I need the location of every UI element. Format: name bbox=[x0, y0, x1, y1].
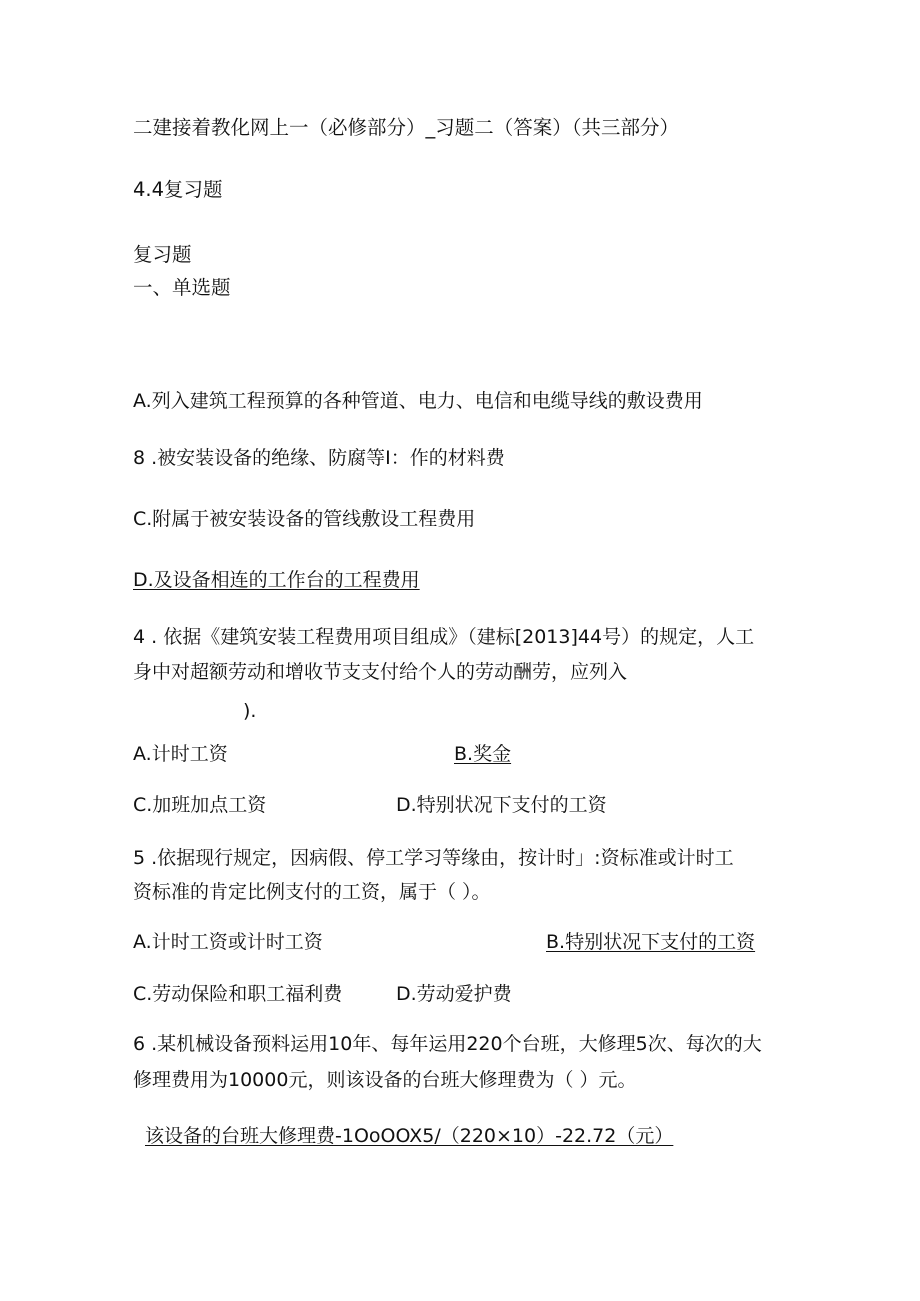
q6-answer: 该设备的台班大修理费-1OoOOX5/（220×10）-22.72（元） bbox=[145, 1125, 674, 1147]
q5-option-c: C.劳动保险和职工福利费 bbox=[133, 983, 343, 1005]
q4-text-line2: 身中对超额劳动和增收节支支付给个人的劳动酬劳，应列入 bbox=[133, 661, 628, 683]
q4-blank: ). bbox=[243, 700, 257, 722]
q5-option-a: A.计时工资或计时工资 bbox=[133, 931, 323, 953]
q5-option-d: D.劳动爱护费 bbox=[396, 983, 512, 1005]
q5-option-b-answer: B.特别状况下支付的工资 bbox=[546, 931, 756, 953]
q4-option-d: D.特别状况下支付的工资 bbox=[396, 794, 607, 816]
q4-option-b-answer: B.奖金 bbox=[454, 743, 512, 765]
q3-option-a: A.列入建筑工程预算的各种管道、电力、电信和电缆导线的敷设费用 bbox=[133, 390, 703, 412]
q6-text-line1: 6 .某机械设备预料运用10年、每年运用220个台班，大修理5次、每次的大 bbox=[133, 1033, 762, 1055]
part-heading: 一、单选题 bbox=[133, 276, 231, 299]
document-title: 二建接着教化网上一（必修部分）_习题二（答案）（共三部分） bbox=[133, 116, 680, 139]
q6-text-line2: 修理费用为10000元，则该设备的台班大修理费为（ ）元。 bbox=[133, 1069, 637, 1091]
q4-option-a: A.计时工资 bbox=[133, 743, 228, 765]
section-heading: 4.4复习题 bbox=[133, 178, 223, 201]
q3-option-b: 8 .被安装设备的绝缘、防腐等I：作的材料费 bbox=[133, 447, 505, 469]
q5-text-line1: 5 .依据现行规定，因病假、停工学习等缘由，按计时」:资标准或计时工 bbox=[133, 847, 734, 869]
q5-text-line2: 资标准的肯定比例支付的工资，属于（ ）。 bbox=[133, 881, 491, 903]
q4-text-line1: 4 . 依据《建筑安装工程费用项目组成》（建标[2013]44号）的规定，人工 bbox=[133, 626, 755, 648]
subheading: 复习题 bbox=[133, 243, 192, 266]
q4-option-c: C.加班加点工资 bbox=[133, 794, 267, 816]
q3-option-d-answer: D.及设备相连的工作台的工程费用 bbox=[133, 569, 420, 591]
q3-option-c: C.附属于被安装设备的管线敷设工程费用 bbox=[133, 508, 476, 530]
